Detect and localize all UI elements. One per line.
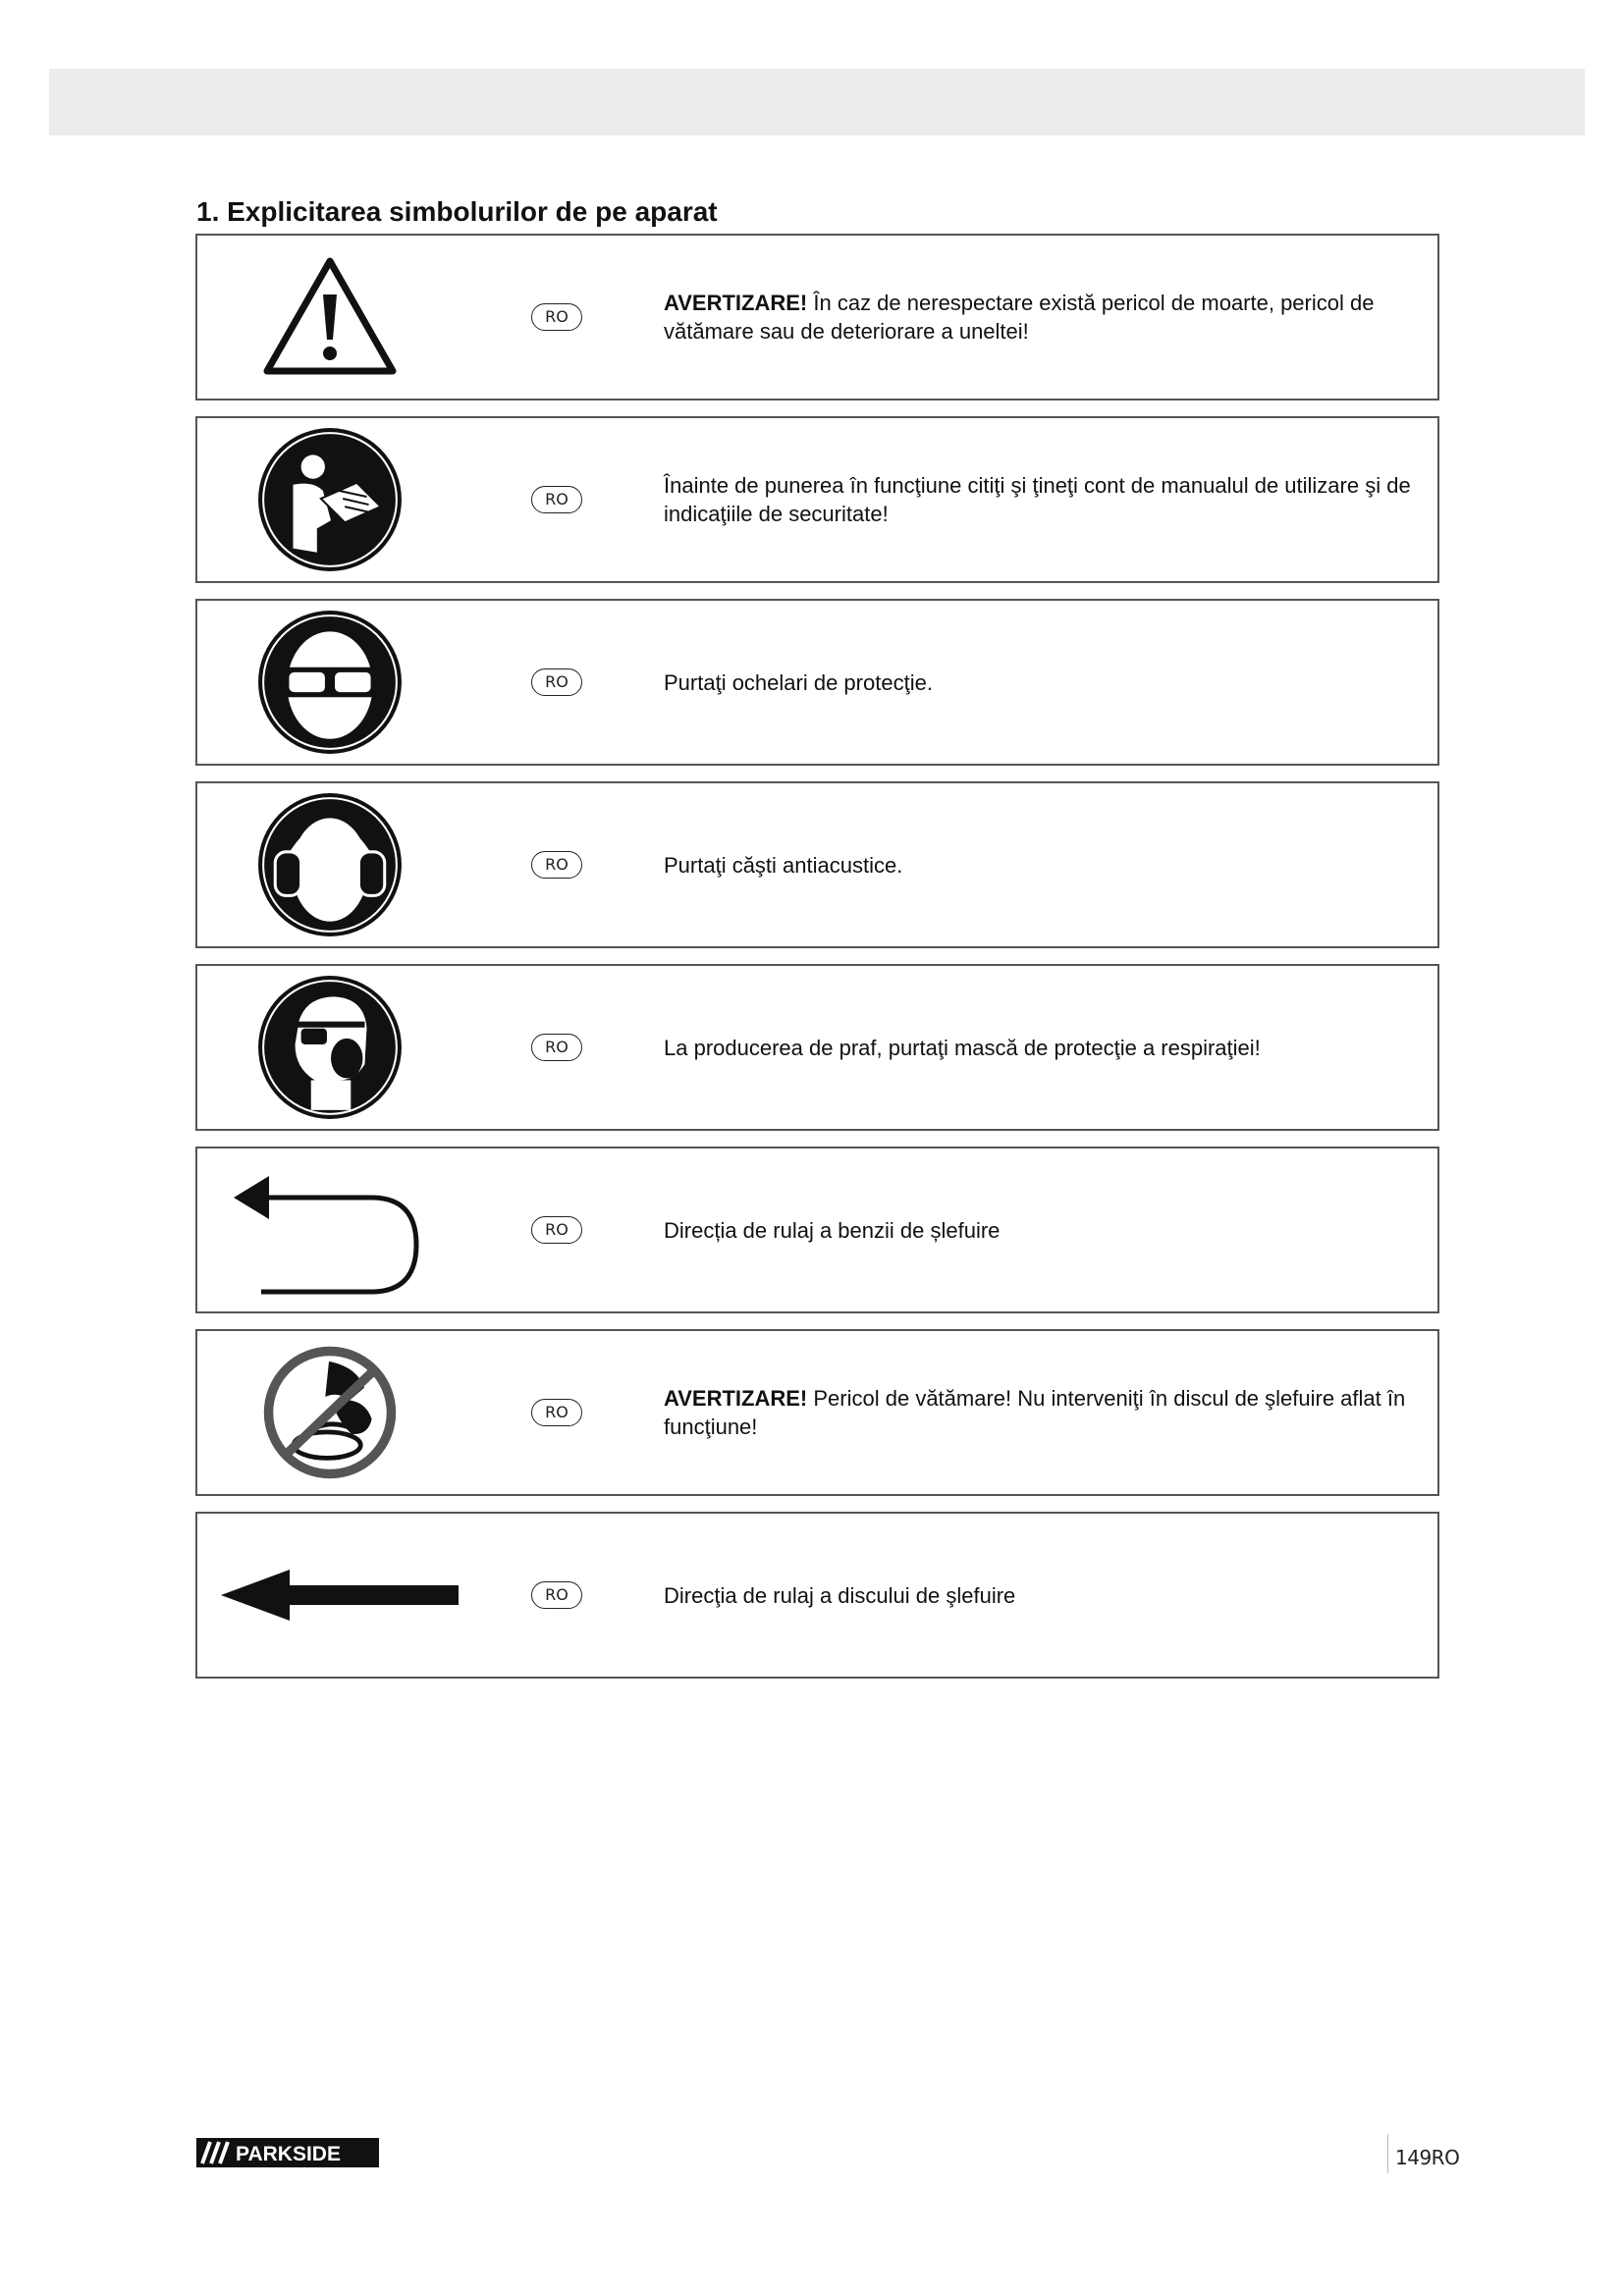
language-badge: RO — [531, 303, 582, 331]
warning-label: AVERTIZARE! — [664, 291, 808, 315]
description-text: Purtaţi ochelari de protecţie. — [664, 669, 933, 695]
description-text: Înainte de punerea în funcţiune citiţi şi ţineţi cont de manualul de utilizare şi de indicaţiile de securitate! — [664, 473, 1411, 526]
description-text: Direcţia de rulaj a discului de şlefuire — [664, 1582, 1016, 1608]
symbol-description — [664, 966, 1432, 1129]
symbol-description — [664, 418, 1432, 581]
symbol-description — [664, 1514, 1432, 1677]
parkside-logo — [196, 2138, 379, 2167]
description-text: În caz de nerespectare există pericol de moarte, pericol de vătămare sau de deteriorare a uneltei! — [664, 291, 1375, 344]
symbol-row-respiratory-mask — [195, 964, 1439, 1131]
symbol-row-read-manual — [195, 416, 1439, 583]
symbol-description — [664, 783, 1432, 946]
symbol-row-no-hand-contact — [195, 1329, 1439, 1496]
symbol-description — [664, 601, 1432, 764]
section-title: 1. Explicitarea simbolurilor de pe aparat — [196, 196, 718, 227]
symbol-row-eye-protection — [195, 599, 1439, 766]
read-manual-icon — [197, 418, 462, 581]
warning-label: AVERTIZARE! — [664, 1386, 808, 1411]
symbol-description — [664, 1148, 1432, 1311]
warning-triangle-icon — [197, 236, 462, 399]
description-text: La producerea de praf, purtaţi mască de protecţie a respiraţiei! — [664, 1035, 1261, 1060]
language-badge: RO — [531, 668, 582, 696]
disc-direction-arrow-icon — [197, 1514, 462, 1677]
respiratory-mask-icon — [197, 966, 462, 1129]
page-number: 149RO — [1395, 2146, 1460, 2169]
description-text: Pericol de vătămare! Nu interveniţi în discul de şlefuire aflat în funcţiune! — [664, 1386, 1406, 1439]
description-text: Purtaţi căşti antiacustice. — [664, 852, 903, 878]
description-text: Direcția de rulaj a benzii de șlefuire — [664, 1217, 1001, 1243]
header-band — [49, 69, 1585, 135]
symbol-row-disc-direction — [195, 1512, 1439, 1679]
symbol-row-ear-protection — [195, 781, 1439, 948]
symbol-description — [664, 1331, 1432, 1494]
language-badge: RO — [531, 1581, 582, 1609]
ear-protection-icon — [197, 783, 462, 946]
symbol-row-belt-direction — [195, 1147, 1439, 1313]
language-badge: RO — [531, 1399, 582, 1426]
language-badge: RO — [531, 1216, 582, 1244]
language-badge: RO — [531, 486, 582, 513]
symbol-row-warning — [195, 234, 1439, 400]
no-hand-contact-icon — [197, 1331, 462, 1494]
brand-text: PARKSIDE — [236, 2143, 341, 2165]
language-badge: RO — [531, 851, 582, 879]
page-number-divider — [1387, 2134, 1388, 2173]
belt-direction-icon — [197, 1148, 462, 1311]
language-badge: RO — [531, 1034, 582, 1061]
eye-protection-icon — [197, 601, 462, 764]
symbol-description — [664, 236, 1432, 399]
